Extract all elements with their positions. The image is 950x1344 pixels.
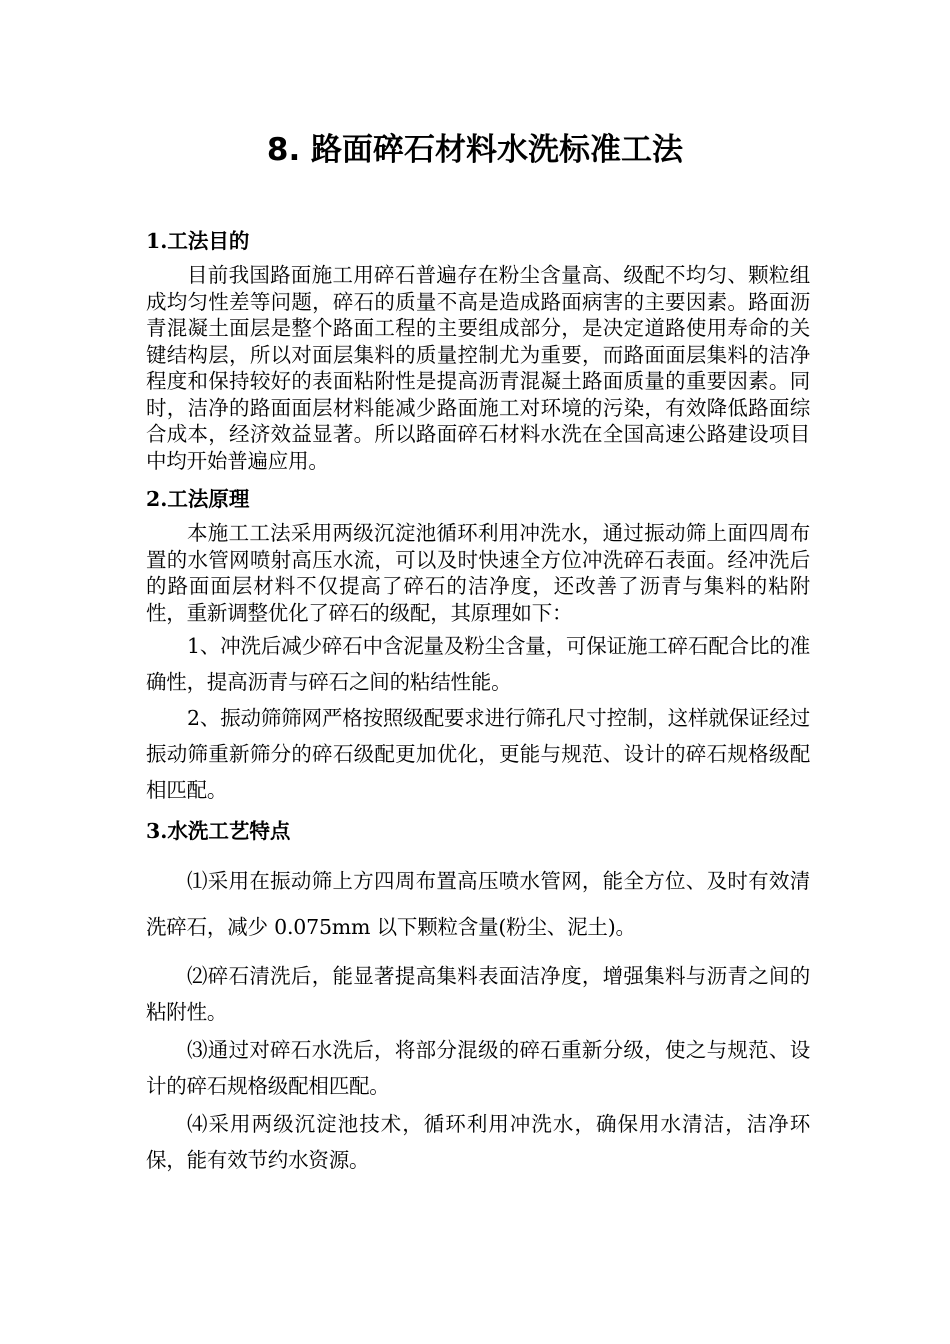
paragraph-feature-1: ⑴采用在振动筛上方四周布置高压喷水管网，能全方位、及时有效清洗碎石，减少 0.075mm 以下颗粒含量(粉尘、泥土)。 [146, 869, 810, 939]
document-body [146, 226, 810, 1178]
paragraph-feature-2: ⑵碎石清洗后，能显著提高集料表面洁净度，增强集料与沥青之间的粘附性。 [146, 964, 810, 1024]
paragraph-feature-3: ⑶通过对碎石水洗后，将部分混级的碎石重新分级，使之与规范、设计的碎石规格级配相匹配。 [146, 1038, 810, 1098]
section-heading-features: 3.水洗工艺特点 [146, 819, 291, 843]
paragraph-feature-4: ⑷采用两级沉淀池技术，循环利用冲洗水，确保用水清洁，洁净环保，能有效节约水资源。 [146, 1112, 810, 1172]
document-title: 8. 路面碎石材料水洗标准工法 [266, 132, 684, 168]
section-heading-purpose: 1.工法目的 [146, 229, 250, 253]
paragraph-principle-item-2: 2、振动筛筛网严格按照级配要求进行筛孔尺寸控制，这样就保证经过振动筛重新筛分的碎石级配更加优化，更能与规范、设计的碎石规格级配相匹配。 [146, 706, 810, 802]
section-heading-principle: 2.工法原理 [146, 487, 250, 511]
paragraph-purpose: 目前我国路面施工用碎石普遍存在粉尘含量高、级配不均匀、颗粒组成均匀性差等问题，碎石的质量不高是造成路面病害的主要因素。路面沥青混凝土面层是整个路面工程的主要组成部分，是决定道路使用寿命的关键结构层，所以对面层集料的质量控制尤为重要，而路面面层集料的洁净程度和保持较好的表面粘附性是提高沥青混凝土路面质量的重要因素。同时，洁净的路面面层材料能减少路面施工对环境的污染，有效降低路面综合成本，经济效益显著。所以路面碎石材料水洗在全国高速公路建设项目中均开始普遍应用。 [146, 263, 810, 473]
paragraph-principle-intro: 本施工工法采用两级沉淀池循环利用冲洗水，通过振动筛上面四周布置的水管网喷射高压水流，可以及时快速全方位冲洗碎石表面。经冲洗后的路面面层材料不仅提高了碎石的洁净度，还改善了沥青与集料的粘附性，重新调整优化了碎石的级配，其原理如下： [146, 521, 810, 625]
paragraph-principle-item-1: 1、冲洗后减少碎石中含泥量及粉尘含量，可保证施工碎石配合比的准确性，提高沥青与碎石之间的粘结性能。 [146, 634, 810, 694]
